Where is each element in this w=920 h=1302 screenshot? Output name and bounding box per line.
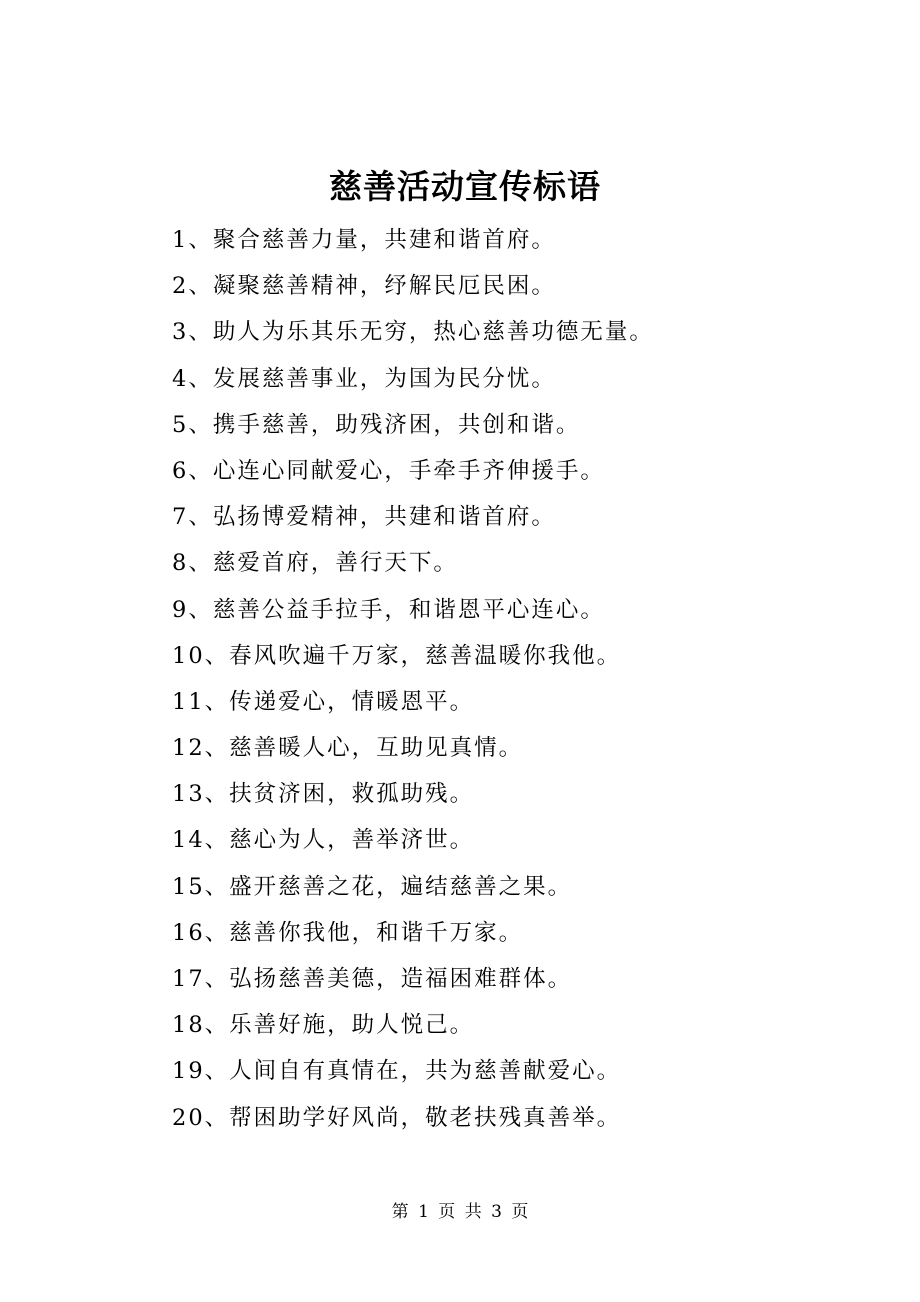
list-item: 3、助人为乐其乐无穷，热心慈善功德无量。	[172, 319, 654, 346]
slogan-list	[172, 217, 654, 1141]
list-item: 9、慈善公益手拉手，和谐恩平心连心。	[172, 596, 605, 623]
list-item: 17、弘扬慈善美德，造福困难群体。	[172, 966, 573, 992]
list-item: 15、盛开慈善之花，遍结慈善之果。	[172, 873, 573, 900]
list-item: 12、慈善暖人心，互助见真情。	[172, 735, 524, 762]
list-item: 14、慈心为人，善举济世。	[172, 827, 475, 854]
list-item: 2、凝聚慈善精神，纾解民厄民困。	[172, 273, 556, 300]
list-item: 16、慈善你我他，和谐千万家。	[172, 919, 524, 946]
list-item: 11、传递爱心，情暖恩平。	[172, 688, 475, 715]
list-item: 20、帮困助学好风尚，敬老扶残真善举。	[172, 1104, 622, 1131]
list-item: 7、弘扬博爱精神，共建和谐首府。	[172, 504, 556, 531]
list-item: 1、聚合慈善力量，共建和谐首府。	[172, 227, 556, 253]
list-item: 8、慈爱首府，善行天下。	[172, 550, 458, 577]
list-item: 6、心连心同献爱心，手牵手齐伸援手。	[172, 457, 605, 484]
page-footer: 第 1 页 共 3 页	[391, 1202, 529, 1222]
list-item: 5、携手慈善，助残济困，共创和谐。	[172, 411, 581, 438]
list-item: 18、乐善好施，助人悦己。	[172, 1012, 475, 1039]
page-title: 慈善活动宣传标语	[329, 167, 601, 206]
list-item: 10、春风吹遍千万家，慈善温暖你我他。	[172, 642, 622, 669]
list-item: 19、人间自有真情在，共为慈善献爱心。	[172, 1058, 622, 1085]
list-item: 13、扶贫济困，救孤助残。	[172, 781, 475, 808]
list-item: 4、发展慈善事业，为国为民分忧。	[172, 365, 556, 392]
